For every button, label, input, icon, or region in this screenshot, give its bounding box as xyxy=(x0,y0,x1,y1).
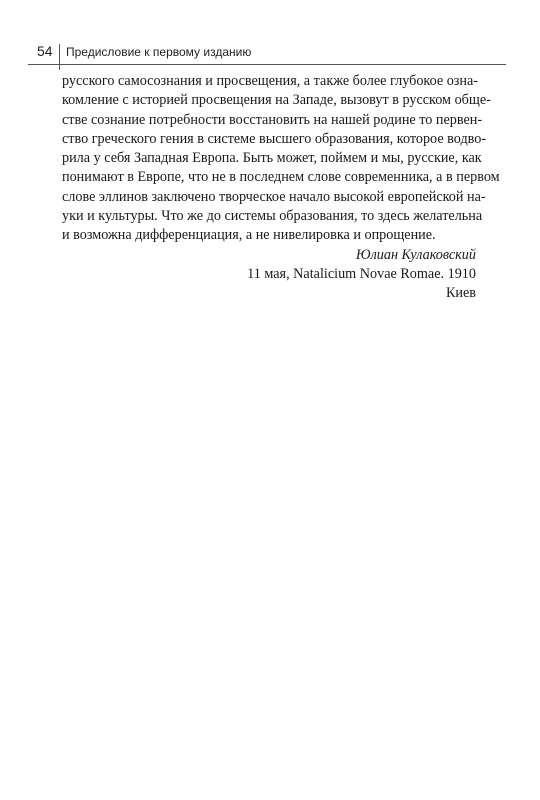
author-signature: Юлиан Кулаковский xyxy=(355,246,476,263)
running-title: Предисловие к первому изданию xyxy=(66,45,252,59)
header-rule xyxy=(28,64,506,65)
text-line: стве сознание потребности восстановить на нашей родине то первен- xyxy=(62,111,483,128)
text-line: понимают в Европе, что не в последнем слове современника, а в первом xyxy=(62,169,500,186)
place-name: Киев xyxy=(445,285,476,302)
text-line: слове эллинов заключено творческое начало высокой европейской на- xyxy=(62,188,486,205)
header-divider xyxy=(59,44,60,70)
text-line: уки и культуры. Что же до системы образования, то здесь желательна xyxy=(62,208,483,225)
text-line: комление с историей просвещения на Западе, вызовут в русском обще- xyxy=(62,92,491,109)
dateline: 11 мая, Natalicium Novae Romae. 1910 xyxy=(247,265,476,282)
text-line: рила у себя Западная Европа. Быть может, поймем и мы, русские, как xyxy=(62,150,482,167)
running-header xyxy=(0,40,540,66)
text-line: русского самосознания и просвещения, а также более глубокое озна- xyxy=(62,73,479,89)
text-line: и возможна дифференциация, а не нивелировка и опрощение. xyxy=(62,227,436,244)
page-number: 54 xyxy=(37,43,53,59)
text-line: ство греческого гения в системе высшего образования, которое водво- xyxy=(62,130,487,147)
body-text xyxy=(62,72,500,304)
